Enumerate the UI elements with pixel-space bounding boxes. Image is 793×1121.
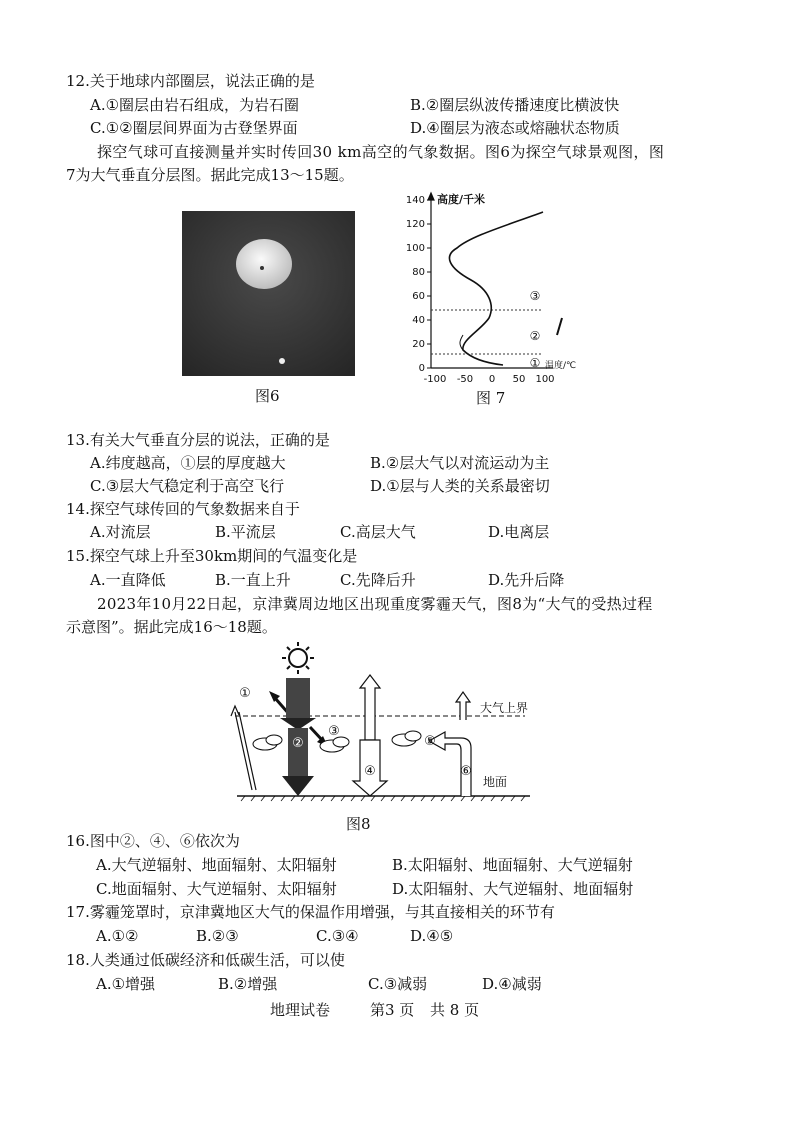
q16-option-d: D.太阳辐射、大气逆辐射、地面辐射 [392,880,634,898]
q18-option-b: B.②增强 [218,975,278,993]
fig7-y-tick: 60 [412,291,425,302]
intro-16-18-line1: 2023年10月22日起，京津冀周边地区出现重度雾霾天气，图8为“大气的受热过程 [97,595,653,613]
q18-option-a: A.①增强 [96,975,156,993]
fig7-y-tick: 80 [412,267,425,278]
fig8-caption: 图8 [346,815,371,833]
q15-option-c: C.先降后升 [340,571,416,589]
fig6-balloon-photo [182,211,355,376]
fig7-vertical-layer-chart [405,190,590,390]
fig8-marker-2: ② [292,736,304,751]
q14-option-b: B.平流层 [215,523,276,541]
fig8-upper-boundary-label: 大气上界 [480,701,529,715]
q16-stem: 16.图中②、④、⑥依次为 [66,832,240,850]
fig6-caption: 图6 [255,387,280,405]
q17-option-a: A.①② [96,927,139,945]
q18-option-c: C.③减弱 [368,975,428,993]
q16-option-a: A.大气逆辐射、地面辐射、太阳辐射 [96,856,337,874]
q13-option-c: C.③层大气稳定利于高空飞行 [90,477,285,495]
intro-13-15-line2: 7为大气垂直分层图。据此完成13～15题。 [66,166,354,184]
q16-option-c: C.地面辐射、大气逆辐射、太阳辐射 [96,880,337,898]
fig7-x-tick: -50 [456,374,474,385]
q13-option-b: B.②层大气以对流运动为主 [370,454,550,472]
q17-stem: 17.雾霾笼罩时，京津冀地区大气的保温作用增强，与其直接相关的环节有 [66,903,555,921]
intro-13-15-line1: 探空气球可直接测量并实时传回30 km高空的气象数据。图6为探空气球景观图，图 [97,143,665,161]
fig7-y-tick: 0 [418,363,425,374]
q15-option-b: B.一直上升 [215,571,291,589]
fig7-y-label: 高度/千米 [437,193,486,206]
fig8-marker-5: ⑤ [424,734,436,749]
fig8-marker-3: ③ [328,724,340,739]
fig8-heating-process-diagram [225,640,545,805]
fig7-x-tick: 50 [512,374,526,385]
q13-stem: 13.有关大气垂直分层的说法，正确的是 [66,431,330,449]
q14-option-d: D.电离层 [488,523,550,541]
q14-option-c: C.高层大气 [340,523,416,541]
fig7-y-tick: 140 [405,195,425,206]
fig7-layer-label-2: ② [529,329,541,343]
q17-option-c: C.③④ [316,927,359,945]
fig8-marker-1: ① [239,686,251,701]
fig7-y-tick: 100 [405,243,425,254]
q12-option-b: B.②圈层纵波传播速度比横波快 [410,96,620,114]
q14-option-a: A.对流层 [90,523,151,541]
fig8-marker-6: ⑥ [460,764,472,779]
footer-page-number: 第3 页 [370,1001,415,1019]
fig7-x-tick: 0 [488,374,496,385]
q12-option-c: C.①②圈层间界面为古登堡界面 [90,119,298,137]
fig7-x-tick: 100 [535,374,555,385]
q13-option-a: A.纬度越高，①层的厚度越大 [90,454,286,472]
fig7-y-tick: 120 [405,219,425,230]
sun-icon [282,642,314,674]
fig8-ground-label: 地面 [483,775,508,789]
q18-stem: 18.人类通过低碳经济和低碳生活，可以使 [66,951,345,969]
fig8-marker-4: ④ [364,764,376,779]
q18-option-d: D.④减弱 [482,975,542,993]
footer-subject: 地理试卷 [270,1001,331,1019]
fig7-layer-label-3: ③ [529,289,541,303]
q12-stem: 12.关于地球内部圈层，说法正确的是 [66,72,315,90]
q12-option-d: D.④圈层为液态或熔融状态物质 [410,119,620,137]
q17-option-d: D.④⑤ [410,927,454,945]
footer-total-pages: 共 8 页 [430,1001,480,1019]
q13-option-d: D.①层与人类的关系最密切 [370,477,550,495]
q15-option-a: A.一直降低 [90,571,166,589]
q15-option-d: D.先升后降 [488,571,565,589]
intro-16-18-line2: 示意图”。据此完成16～18题。 [66,618,277,636]
q14-stem: 14.探空气球传回的气象数据来自于 [66,500,300,518]
fig7-x-tick: -100 [423,374,447,385]
q12-option-a: A.①圈层由岩石组成，为岩石圈 [90,96,300,114]
fig7-caption: 图 7 [476,389,506,407]
q16-option-b: B.太阳辐射、地面辐射、大气逆辐射 [392,856,633,874]
fig7-layer-label-1: ① [529,356,541,370]
fig7-y-tick: 20 [412,339,425,350]
q17-option-b: B.②③ [196,927,239,945]
q15-stem: 15.探空气球上升至30km期间的气温变化是 [66,547,358,565]
fig7-x-label: 温度/℃ [545,361,577,371]
fig7-y-tick: 40 [412,315,425,326]
